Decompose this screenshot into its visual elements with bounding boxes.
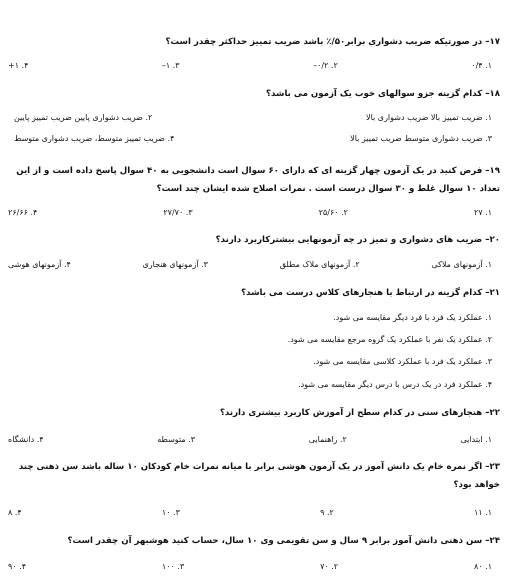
question-text: کدام گزینه جزو سوالهای خوب یک آزمون می باشد؟ bbox=[266, 89, 483, 99]
option-3[interactable]: ۳. ۱– bbox=[161, 61, 180, 70]
question-text: در صورتیکه ضریب دشواری برابر۵۰/٪ باشد ضریب تمییز حداکثر چقدر است؟ bbox=[165, 37, 483, 47]
options-17 bbox=[8, 58, 492, 74]
option-2[interactable]: ۲. ۹ bbox=[320, 508, 334, 517]
option-1[interactable]: ۱. آزمونهای ملاکی bbox=[431, 260, 492, 269]
question-20 bbox=[6, 230, 500, 251]
options-18-row-2 bbox=[14, 131, 492, 147]
option-1[interactable]: ۱. ۸۰ bbox=[474, 562, 492, 571]
option-2[interactable]: ۲. راهنمایی bbox=[308, 435, 347, 444]
option-4[interactable]: ۴. ضریب تمییز متوسط، ضریب دشواری متوسط bbox=[14, 134, 175, 143]
option-1[interactable]: ۱. ابتدایی bbox=[460, 435, 492, 444]
question-number: ۲۳– bbox=[485, 462, 500, 472]
option-4[interactable]: ۴. ۲۶/۶۶ bbox=[8, 208, 38, 217]
question-number: ۲۴– bbox=[485, 536, 500, 546]
question-number: ۱۸– bbox=[485, 89, 500, 99]
option-4[interactable]: ۴. دانشگاه bbox=[8, 435, 44, 444]
option-3[interactable]: ۳. ۱۰۰ bbox=[161, 562, 185, 571]
question-number: ۲۰– bbox=[485, 235, 500, 245]
question-text: سن ذهنی دانش آموز برابر ۹ سال و سن تقویمی وی ۱۰ سال، حساب کنید هوشبهر آن چقدر است؟ bbox=[67, 536, 483, 546]
options-20 bbox=[8, 257, 492, 273]
question-number: ۱۷– bbox=[485, 37, 500, 47]
option-4[interactable]: ۴. ۹۰ bbox=[8, 562, 26, 571]
option-4[interactable]: ۴. ۸ bbox=[8, 508, 22, 517]
option-4[interactable]: ۴. ۱+ bbox=[8, 61, 29, 70]
question-text: فرض کنید در یک آزمون چهار گزینه ای که دارای ۶۰ سوال است دانشجویی به ۴۰ سوال پاسخ داده است و از این تعداد ۱۰ سوال غلط و ۳۰ سوال درست است . نمرات اصلاح شده ایشان چند است؟ bbox=[16, 166, 500, 194]
question-text: هنجارهای سنی در کدام سطح از آموزش کاربرد بیشتری دارند؟ bbox=[219, 408, 483, 418]
options-19 bbox=[8, 205, 492, 221]
question-text: اگر نمره خام یک دانش آموز در یک آزمون هوشی برابر با میانه نمرات خام کودکان ۱۰ ساله باشد سن ذهنی چند خواهد بود؟ bbox=[18, 462, 500, 490]
question-text: ضریب های دشواری و تمیز در چه آزمونهایی بیشترکاربرد دارند؟ bbox=[215, 235, 483, 245]
question-18 bbox=[6, 84, 500, 105]
question-24 bbox=[6, 531, 500, 552]
options-24 bbox=[8, 559, 492, 575]
question-number: ۱۹– bbox=[485, 166, 500, 176]
option-3[interactable]: ۳. آزمونهای هنجاری bbox=[142, 260, 208, 269]
question-23 bbox=[6, 458, 500, 494]
option-3[interactable]: ۳. متوسطه bbox=[157, 435, 196, 444]
options-23 bbox=[8, 505, 492, 521]
option-2[interactable]: ۲. عملکرد یک نفر با عملکرد یک گروه مرجع مقایسه می شود. bbox=[287, 335, 492, 344]
option-1[interactable]: ۱. ۱۱ bbox=[474, 508, 492, 517]
question-21 bbox=[6, 283, 500, 304]
option-2[interactable]: ۲. آزمونهای ملاک مطلق bbox=[279, 260, 360, 269]
option-2[interactable]: ۲. ۷۰ bbox=[320, 562, 339, 571]
question-19 bbox=[6, 162, 500, 198]
question-17 bbox=[6, 32, 500, 53]
option-3[interactable]: ۳. ۱۰ bbox=[161, 508, 180, 517]
option-1[interactable]: ۱. ۲۷ bbox=[474, 208, 492, 217]
options-22 bbox=[8, 432, 492, 448]
option-1[interactable]: ۱. ضریب تمییز بالا ضریب دشواری بالا bbox=[366, 113, 492, 122]
option-1[interactable]: ۱. ۰/۴ bbox=[471, 61, 492, 70]
option-2[interactable]: ۲. ۲۵/۶۰ bbox=[318, 208, 348, 217]
option-4[interactable]: ۴. عملکرد فرد در یک درس با درس دیگر مقایسه می شود. bbox=[298, 380, 492, 389]
option-4[interactable]: ۴. آزمونهای هوشی bbox=[8, 260, 71, 269]
option-2[interactable]: ۲. ضریب دشواری پایین ضریب تمییز پایین bbox=[14, 113, 153, 122]
question-number: ۲۱– bbox=[485, 288, 500, 298]
option-2[interactable]: ۲. ۰/۲– bbox=[313, 61, 338, 70]
question-number: ۲۲– bbox=[485, 408, 500, 418]
question-text: کدام گزینه در ارتباط با هنجارهای کلاس درست می باشد؟ bbox=[241, 288, 483, 298]
option-3[interactable]: ۳. عملکرد یک فرد با عملکرد کلاسی مقایسه می شود. bbox=[313, 357, 492, 366]
options-18-row-1 bbox=[14, 110, 492, 126]
question-22 bbox=[6, 403, 500, 424]
option-1[interactable]: ۱. عملکرد یک فرد با فرد دیگر مقایسه می شود. bbox=[333, 313, 492, 322]
option-3[interactable]: ۳. ضریب دشواری متوسط ضریب تمییز بالا bbox=[350, 134, 492, 143]
option-3[interactable]: ۳. ۲۷/۷۰ bbox=[163, 208, 193, 217]
